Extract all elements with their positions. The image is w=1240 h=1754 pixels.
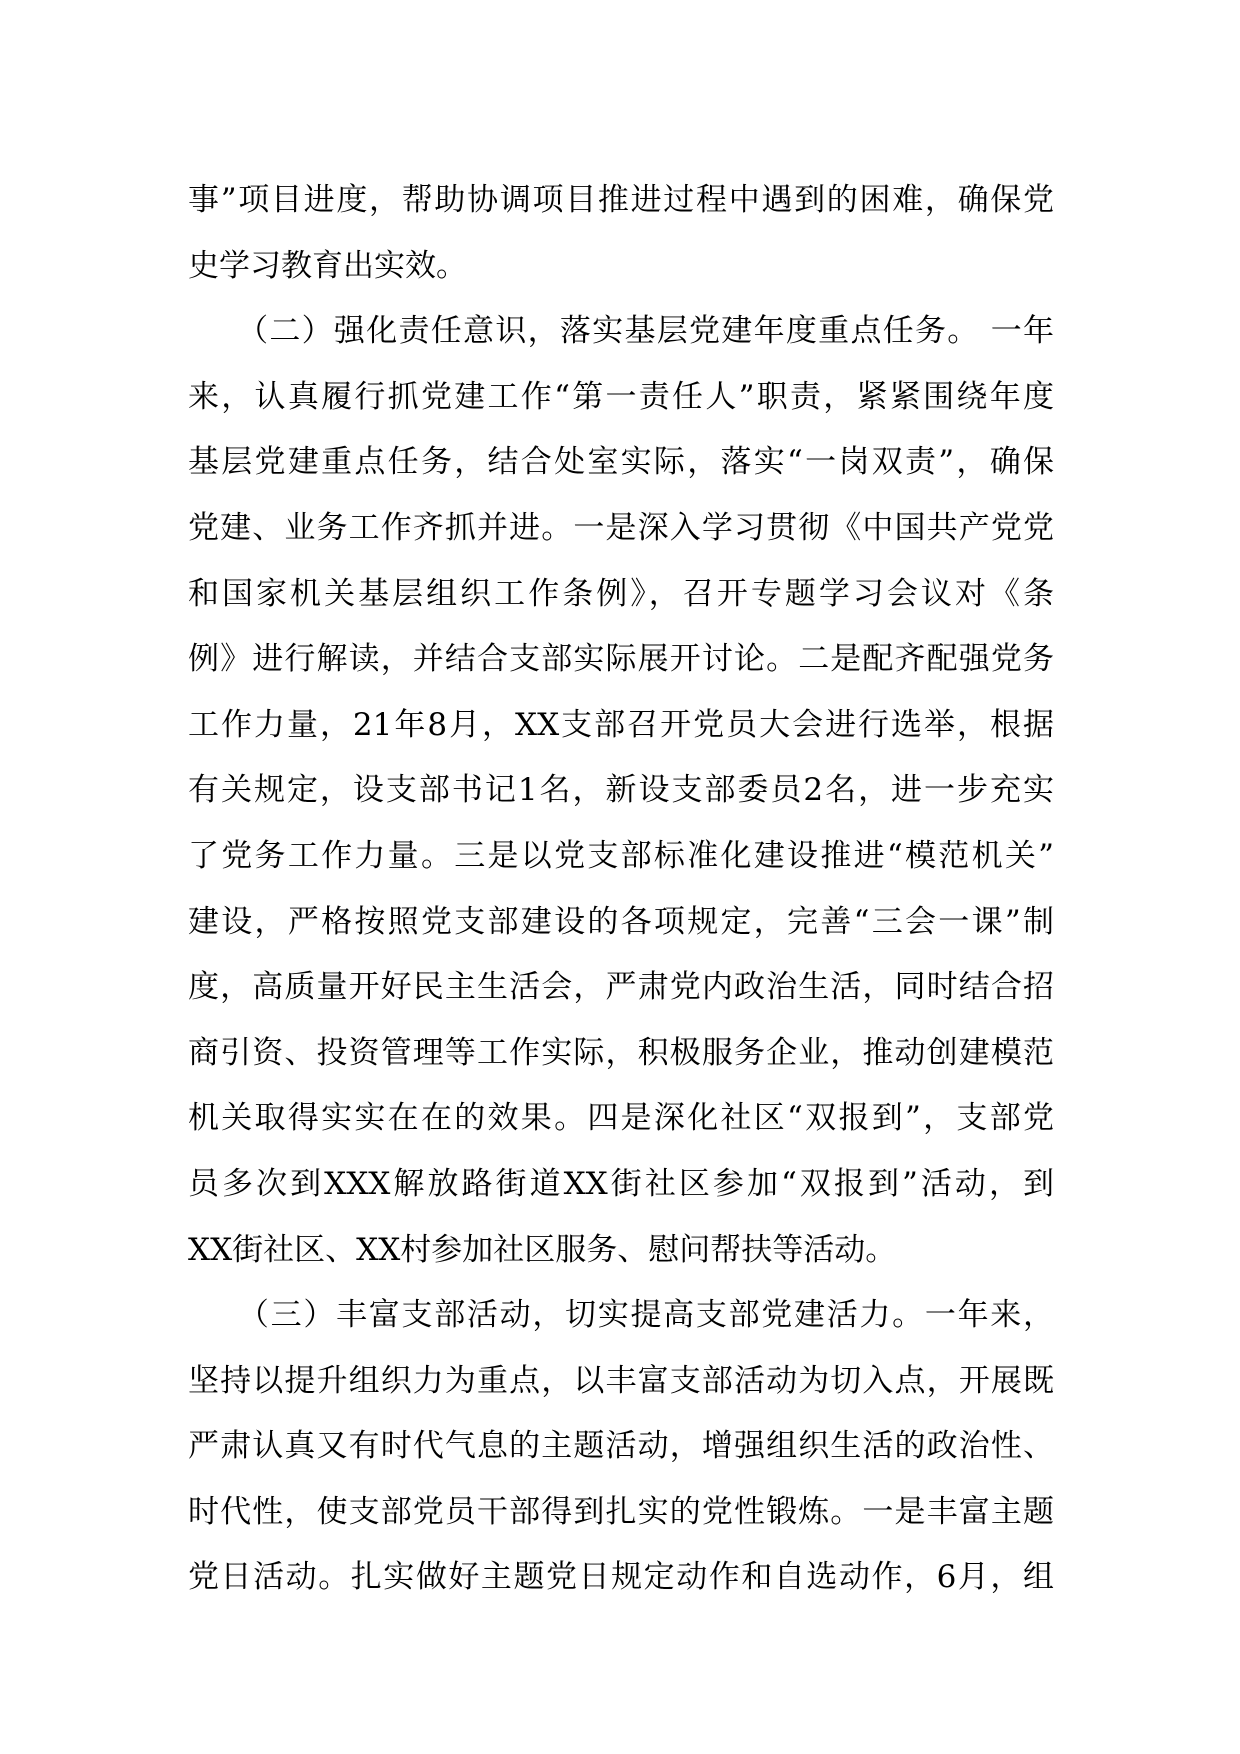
text-line: （二）强化责任意识，落实基层党建年度重点任务。 一年 [188, 313, 1054, 350]
text-line: 了党务工作力量。三是以党支部标准化建设推进“模范机关” [188, 837, 1054, 874]
text-line: 和国家机关基层组织工作条例》，召开专题学习会议对《条 [188, 575, 1054, 612]
body-text [188, 168, 1054, 1611]
text-line: 史学习教育出实效。 [188, 247, 467, 284]
text-line: 党日活动。扎实做好主题党日规定动作和自选动作，6月，组 [188, 1559, 1054, 1596]
text-line: 严肃认真又有时代气息的主题活动，增强组织生活的政治性、 [188, 1428, 1054, 1465]
text-line: 例》进行解读，并结合支部实际展开讨论。二是配齐配强党务 [188, 641, 1054, 678]
text-line: 有关规定，设支部书记1名，新设支部委员2名，进一步充实 [188, 772, 1054, 809]
text-line: XX街社区、XX村参加社区服务、慰问帮扶等活动。 [188, 1231, 897, 1268]
text-line: 来，认真履行抓党建工作“第一责任人”职责，紧紧围绕年度 [188, 378, 1054, 415]
text-line: 机关取得实实在在的效果。四是深化社区“双报到”，支部党 [188, 1100, 1054, 1137]
text-line: 基层党建重点任务，结合处室实际，落实“一岗双责”，确保 [188, 444, 1054, 481]
text-line: 度，高质量开好民主生活会，严肃党内政治生活，同时结合招 [188, 969, 1054, 1006]
text-line: 工作力量，21年8月，XX支部召开党员大会进行选举，根据 [188, 706, 1054, 743]
text-line: 事”项目进度，帮助协调项目推进过程中遇到的困难，确保党 [188, 182, 1054, 218]
text-line: 坚持以提升组织力为重点，以丰富支部活动为切入点，开展既 [188, 1362, 1054, 1399]
text-line: 建设，严格按照党支部建设的各项规定，完善“三会一课”制 [188, 903, 1054, 940]
text-line: 时代性，使支部党员干部得到扎实的党性锻炼。一是丰富主题 [188, 1493, 1054, 1530]
text-line: 党建、业务工作齐抓并进。一是深入学习贯彻《中国共产党党 [188, 509, 1054, 546]
text-line: （三）丰富支部活动，切实提高支部党建活力。一年来， [188, 1297, 1054, 1334]
text-line: 商引资、投资管理等工作实际，积极服务企业，推动创建模范 [188, 1034, 1054, 1071]
text-line: 员多次到XXX解放路街道XX街社区参加“双报到”活动，到 [188, 1165, 1054, 1202]
